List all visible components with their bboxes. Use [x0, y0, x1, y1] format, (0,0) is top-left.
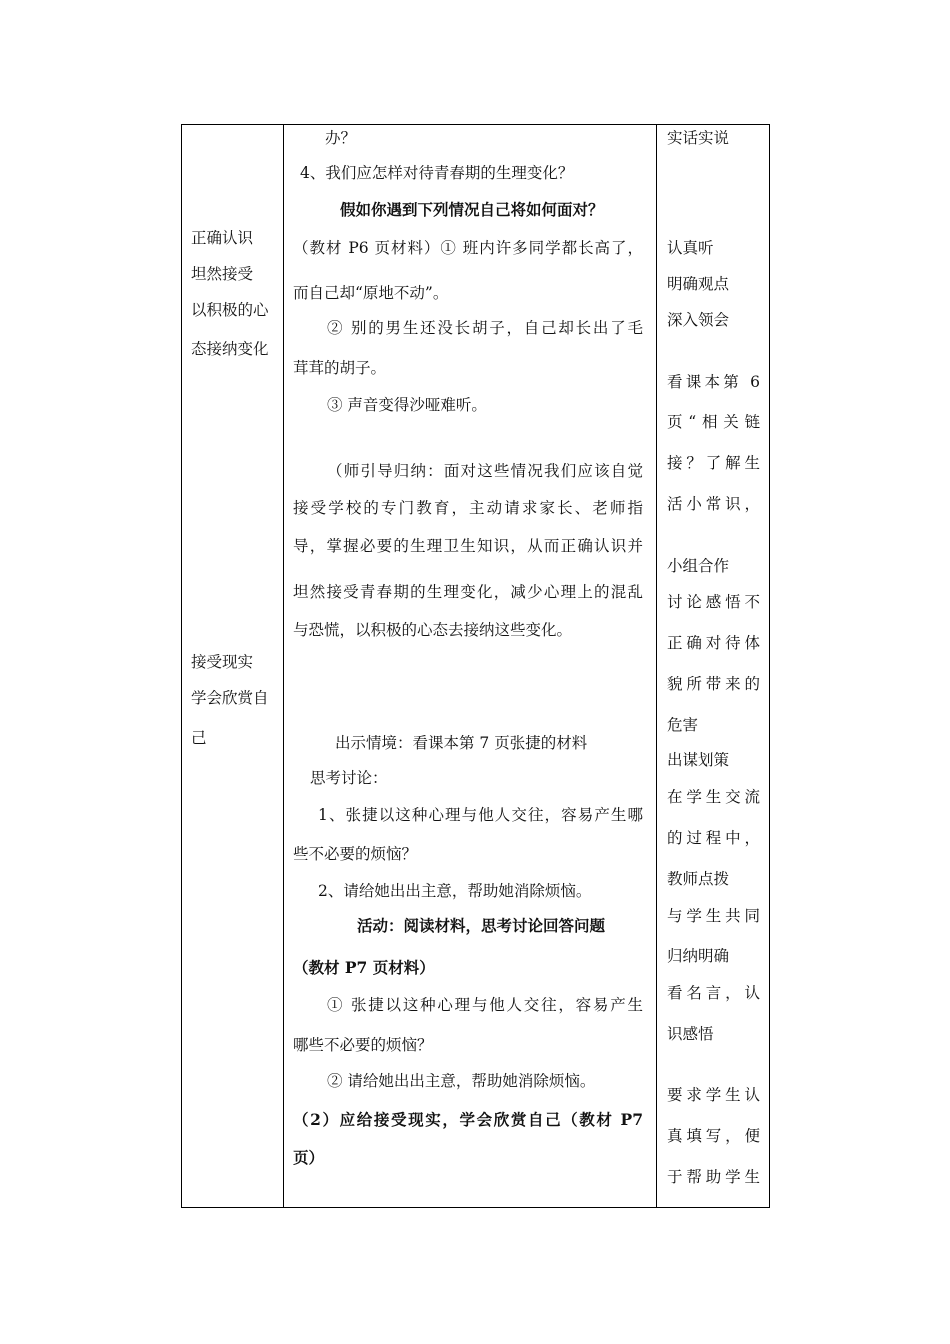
right-text: 于帮助学生	[667, 1168, 760, 1186]
right-text: 要求学生认	[667, 1086, 760, 1104]
right-text: 危害	[667, 716, 699, 734]
mid-text: 2、请给她出出主意，帮助她消除烦恼。	[318, 882, 592, 900]
mid-heading: 活动：阅读材料，思考讨论回答问题	[357, 916, 606, 935]
right-text: 正确对待体	[667, 634, 760, 652]
mid-text: 哪些不必要的烦恼？	[293, 1036, 433, 1054]
mid-text: 与恐慌，以积极的心态去接纳这些变化。	[293, 621, 573, 639]
mid-text: 而自己却“原地不动”。	[293, 284, 449, 302]
mid-text: 思考讨论：	[310, 769, 388, 787]
right-text: 页“相关链	[667, 413, 760, 431]
left-text: 正确认识	[191, 229, 254, 247]
right-text: 小组合作	[667, 557, 730, 575]
right-text: 看名言，认	[667, 984, 760, 1002]
right-text: 接？了解生	[667, 454, 760, 472]
mid-text: 茸茸的胡子。	[293, 359, 387, 377]
right-text: 讨论感悟不	[667, 593, 760, 611]
left-text: 接受现实	[191, 653, 254, 671]
right-text: 教师点拨	[667, 870, 730, 888]
right-text: 在学生交流	[667, 788, 760, 806]
mid-text: 接受学校的专门教育，主动请求家长、老师指	[293, 499, 643, 517]
right-text: 认真听	[667, 239, 714, 257]
left-text: 坦然接受	[191, 265, 254, 283]
right-text: 归纳明确	[667, 947, 730, 965]
mid-text: 1、张捷以这种心理与他人交往，容易产生哪	[318, 806, 643, 824]
right-text: 活小常识，	[667, 495, 760, 513]
mid-text: 办？	[325, 129, 357, 147]
mid-text: 4、我们应怎样对待青春期的生理变化？	[300, 164, 574, 182]
left-text: 学会欣赏自	[191, 689, 269, 707]
right-text: 识感悟	[667, 1025, 714, 1043]
mid-text: （师引导归纳：面对这些情况我们应该自觉	[327, 462, 643, 480]
mid-heading: （教材 P7 页材料）	[293, 958, 435, 977]
right-text: 的过程中，	[667, 829, 760, 847]
right-text: 貌所带来的	[667, 675, 760, 693]
right-text: 与学生共同	[667, 907, 760, 925]
left-text: 以积极的心	[191, 301, 269, 319]
mid-text: 导，掌握必要的生理卫生知识，从而正确认识并	[293, 537, 643, 555]
mid-heading: 假如你遇到下列情况自己将如何面对？	[340, 200, 604, 219]
right-text: 深入领会	[667, 311, 730, 329]
mid-text: 些不必要的烦恼？	[293, 845, 418, 863]
right-text: 出谋划策	[667, 751, 730, 769]
mid-text: ② 请给她出出主意，帮助她消除烦恼。	[327, 1072, 596, 1090]
left-text: 态接纳变化	[191, 340, 269, 358]
right-text: 真填写，便	[667, 1127, 760, 1145]
mid-text: 出示情境：看课本第 7 页张捷的材料	[335, 734, 588, 752]
mid-heading: （2）应给接受现实，学会欣赏自己（教材 P7	[293, 1110, 643, 1129]
mid-text: ③ 声音变得沙哑难听。	[327, 396, 487, 414]
mid-heading: 页）	[293, 1148, 325, 1167]
mid-text: （教材 P6 页材料）① 班内许多同学都长高了，	[293, 239, 643, 257]
column-divider-1	[283, 125, 284, 1207]
mid-text: ② 别的男生还没长胡子，自己却长出了毛	[327, 319, 643, 337]
column-divider-2	[656, 125, 657, 1207]
left-text: 己	[191, 729, 207, 747]
mid-text: ① 张捷以这种心理与他人交往，容易产生	[327, 996, 643, 1014]
right-text: 实话实说	[667, 129, 730, 147]
right-text: 明确观点	[667, 275, 730, 293]
mid-text: 坦然接受青春期的生理变化，减少心理上的混乱	[293, 583, 643, 601]
right-text: 看课本第 6	[667, 373, 760, 391]
